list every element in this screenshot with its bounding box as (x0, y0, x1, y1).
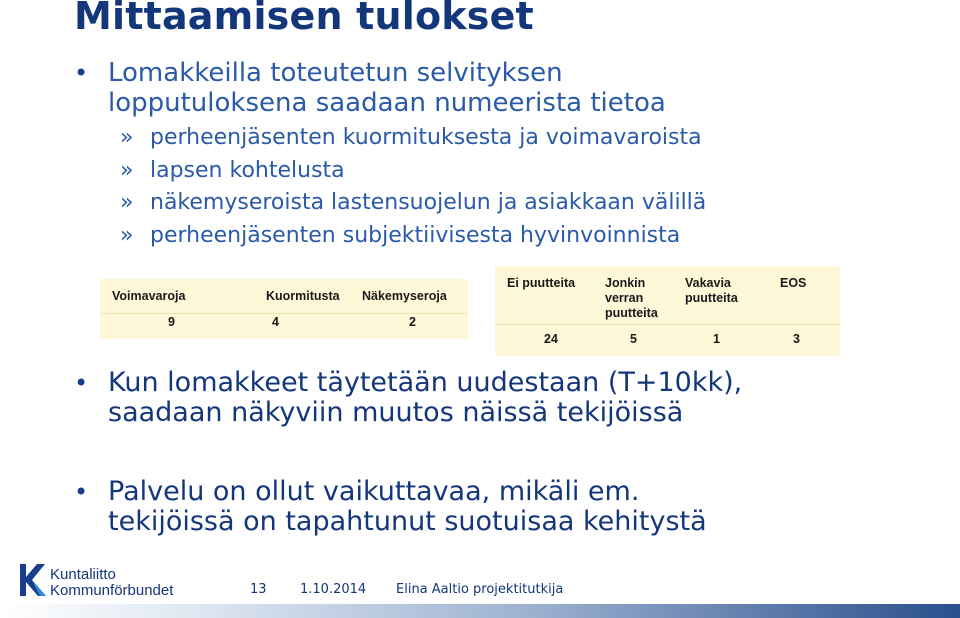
table-value-cell: 3 (793, 332, 800, 346)
table-header-cell: Näkemyseroja (362, 289, 447, 303)
sub-item (120, 122, 706, 155)
page-number: 13 (250, 582, 267, 597)
sub-marker: » (120, 190, 134, 215)
bullet-1 (74, 58, 666, 118)
logo-line-2: Kommunförbundet (50, 582, 174, 599)
bullet-1-text: Lomakkeilla toteutetun selvityksen lopputuloksena saadaan numeerista tietoa (108, 58, 666, 118)
table-value-cell: 2 (409, 315, 416, 329)
bullet-3-text: Palvelu on ollut vaikuttavaa, mikäli em. tekijöissä on tapahtunut suotuisaa kehitystä (108, 476, 707, 537)
bullet-dot: • (74, 59, 89, 87)
table-value-cell: 9 (168, 315, 175, 329)
table-header-row (495, 266, 840, 325)
sub-item (120, 187, 706, 220)
table-header-cell: Vakavia puutteita (685, 276, 738, 305)
sub-item (120, 155, 706, 188)
bullet-3 (74, 477, 707, 537)
bullet-2-text: Kun lomakkeet täytetään uudestaan (T+10kk), saadaan näkyviin muutos näissä tekijöissä (108, 367, 743, 428)
sub-item (120, 220, 706, 253)
table-header-cell: Kuormitusta (266, 289, 340, 303)
results-table-2 (495, 266, 840, 356)
sub-item-text: perheenjäsenten kuormituksesta ja voimavaroista (150, 125, 702, 150)
logo-k-icon (18, 560, 48, 600)
table-header-cell: Voimavaroja (112, 289, 186, 303)
table-value-cell: 4 (272, 315, 279, 329)
footer-author: Elina Aaltio projektitutkija (396, 582, 564, 597)
sub-item-text: lapsen kohtelusta (150, 157, 345, 183)
kuntaliitto-logo (18, 560, 208, 600)
table-value-cell: 5 (630, 332, 637, 346)
bullet-dot: • (74, 369, 89, 397)
table-header-cell: Ei puutteita (507, 276, 576, 290)
table-value-cell: 24 (544, 332, 558, 346)
logo-line-1: Kuntaliitto (50, 566, 116, 583)
bullet-2 (74, 368, 742, 428)
sub-item-text: perheenjäsenten subjektiivisesta hyvinvoinnista (150, 222, 681, 248)
sub-marker: » (120, 125, 134, 150)
sub-marker: » (120, 222, 134, 248)
footer-date: 1.10.2014 (300, 582, 367, 597)
table-header-cell: EOS (780, 276, 807, 290)
results-table-1 (100, 279, 468, 339)
slide-title: Mittaamisen tulokset (74, 0, 534, 38)
bullet-dot: • (74, 478, 89, 506)
sub-item-text: näkemyseroista lastensuojelun ja asiakkaan välillä (150, 190, 707, 215)
sub-list (120, 122, 706, 252)
table-value-cell: 1 (713, 332, 720, 346)
sub-marker: » (120, 157, 134, 183)
table-header-cell: Jonkin verran puutteita (605, 276, 658, 320)
footer-strip (0, 604, 960, 618)
